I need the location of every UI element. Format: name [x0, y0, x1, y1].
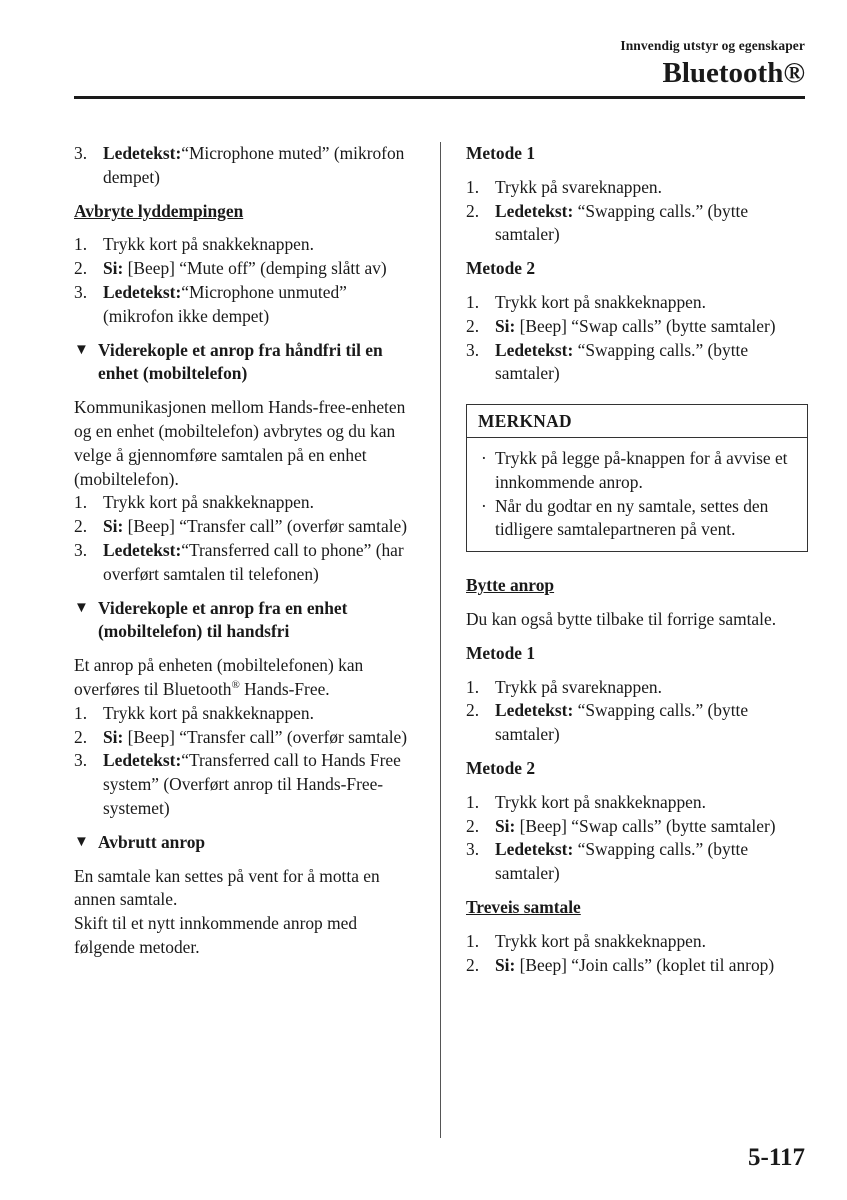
- list-number: 3.: [74, 539, 88, 560]
- triangle-bullet-icon: ▼: [74, 341, 89, 358]
- list-text-wrap: [103, 257, 420, 281]
- list-text-wrap: [495, 339, 808, 387]
- paragraph-text: Et anrop på enheten (mobiltelefonen) kan overføres til Bluetooth: [74, 655, 364, 699]
- list-text: [Beep] “Swap calls” (bytte samtaler): [515, 315, 776, 336]
- section-title: Viderekople et anrop fra håndfri til en enhet (mobiltelefon): [98, 339, 383, 384]
- list-number: 2.: [466, 700, 480, 721]
- list-text: Trykk kort på snakkeknappen.: [103, 702, 314, 723]
- method-2b-list: [466, 791, 808, 886]
- list-item: [466, 699, 808, 747]
- list-number: 3.: [74, 750, 88, 771]
- method-1-list: [466, 176, 808, 247]
- list-text-wrap: [495, 447, 797, 495]
- keyword: Si:: [495, 315, 516, 336]
- triangle-bullet-icon: ▼: [74, 599, 89, 616]
- list-number: 1.: [74, 492, 88, 513]
- list-text-wrap: [103, 515, 420, 539]
- left-column: [74, 142, 420, 960]
- keyword: Ledetekst:: [103, 750, 182, 771]
- list-text-wrap: [103, 491, 420, 515]
- list-number: 3.: [74, 143, 88, 163]
- list-text-wrap: [495, 791, 808, 815]
- list-text-wrap: [495, 838, 808, 886]
- transfer-to-phone-list: [74, 491, 420, 586]
- note-box: [466, 404, 808, 552]
- list-number: 1.: [74, 234, 88, 255]
- list-number: 2.: [466, 815, 480, 836]
- method-2-list: [466, 291, 808, 386]
- list-number: 3.: [74, 281, 88, 302]
- section-title: Avbrutt anrop: [98, 831, 206, 852]
- note-heading: MERKNAD: [467, 405, 807, 438]
- list-number: 3.: [466, 839, 480, 860]
- avbryte-list: [74, 233, 420, 328]
- list-text: [Beep] “Join calls” (koplet til anrop): [515, 954, 775, 975]
- subheading-bytte: Bytte anrop: [466, 575, 555, 596]
- list-text-wrap: [495, 200, 808, 248]
- list-item: [466, 815, 808, 839]
- list-text-wrap: [495, 954, 808, 978]
- subheading-avbryte: Avbryte lyddempingen: [74, 200, 244, 221]
- list-text: “Transferred call to Hands Free system” (Overført anrop til Hands-Free-systemet): [103, 750, 401, 818]
- list-text: “Microphone unmuted” (mikrofon ikke dempet): [103, 281, 347, 326]
- list-number: 1.: [466, 291, 480, 312]
- list-item: [466, 954, 808, 978]
- keyword: Ledetekst:: [103, 281, 182, 302]
- list-text-wrap: [495, 815, 808, 839]
- list-text: Trykk kort på snakkeknappen.: [103, 492, 314, 513]
- list-number: 3.: [466, 339, 480, 360]
- list-text-wrap: [495, 930, 808, 954]
- paragraph-text: Hands-Free.: [239, 678, 330, 699]
- list-number: 1.: [466, 791, 480, 812]
- keyword: Ledetekst:: [103, 143, 182, 163]
- list-item: [74, 491, 420, 515]
- paragraph: En samtale kan settes på vent for å motta en annen samtale.: [74, 865, 380, 910]
- section-heading-transfer-to-phone: [74, 339, 420, 387]
- triangle-bullet-icon: ▼: [74, 833, 89, 850]
- list-item: [466, 291, 808, 315]
- paragraph: [74, 654, 420, 702]
- paragraph: Skift til et nytt innkommende anrop med følgende metoder.: [74, 913, 358, 957]
- list-number: 1.: [466, 176, 480, 197]
- list-text: [Beep] “Swap calls” (bytte samtaler): [515, 815, 776, 836]
- list-text: [Beep] “Transfer call” (overfør samtale): [123, 726, 408, 747]
- list-text: “Swapping calls.” (bytte samtaler): [495, 200, 749, 245]
- list-item: [74, 233, 420, 257]
- section-heading-transfer-to-handsfree: [74, 597, 420, 645]
- list-text-wrap: [103, 233, 420, 257]
- list-text: “Microphone muted” (mikrofon dempet): [103, 143, 405, 187]
- list-item: [74, 257, 420, 281]
- method-heading: Metode 1: [466, 642, 536, 663]
- method-1b-list: [466, 676, 808, 747]
- subheading-treveis: Treveis samtale: [466, 896, 581, 917]
- list-text-wrap: [495, 315, 808, 339]
- list-text: “Swapping calls.” (bytte samtaler): [495, 339, 749, 384]
- page-title: Bluetooth®: [662, 57, 805, 89]
- list-text: “Transferred call to phone” (har overført samtalen til telefonen): [103, 539, 404, 584]
- keyword: Ledetekst:: [495, 339, 574, 360]
- list-number: 1.: [74, 702, 88, 723]
- list-text: “Swapping calls.” (bytte samtaler): [495, 700, 749, 745]
- list-item: [74, 702, 420, 726]
- list-number: 2.: [466, 200, 480, 221]
- list-item: [74, 539, 420, 587]
- list-item: [466, 676, 808, 700]
- list-item: [466, 930, 808, 954]
- list-number: 1.: [466, 676, 480, 697]
- right-column: [466, 142, 808, 977]
- list-text: Trykk kort på snakkeknappen.: [495, 930, 706, 951]
- header-rule: [74, 96, 805, 99]
- list-text-wrap: [103, 726, 420, 750]
- keyword: Si:: [495, 815, 516, 836]
- list-text-wrap: [495, 176, 808, 200]
- list-item: [466, 176, 808, 200]
- column-divider: [440, 142, 441, 1138]
- list-text-wrap: [103, 749, 420, 820]
- paragraph: Du kan også bytte tilbake til forrige samtale.: [466, 608, 777, 629]
- keyword: Ledetekst:: [495, 200, 574, 221]
- list-text: Når du godtar en ny samtale, settes den tidligere samtalepartneren på vent.: [495, 495, 769, 540]
- list-item: [481, 495, 797, 543]
- section-title: Viderekople et anrop fra en enhet (mobiltelefon) til handsfri: [98, 597, 348, 642]
- list-number: ·: [481, 447, 487, 468]
- list-number: 2.: [466, 954, 480, 975]
- list-text: Trykk kort på snakkeknappen.: [495, 791, 706, 812]
- list-text-wrap: [103, 281, 420, 329]
- method-heading: Metode 2: [466, 258, 536, 279]
- keyword: Si:: [103, 516, 124, 537]
- list-item: [74, 142, 420, 190]
- list-number: 2.: [74, 726, 88, 747]
- list-item: [466, 315, 808, 339]
- list-text: Trykk på legge på-knappen for å avvise et innkommende anrop.: [495, 447, 788, 492]
- list-text-wrap: [495, 291, 808, 315]
- list-item: [74, 515, 420, 539]
- list-number: 2.: [74, 258, 88, 279]
- list-item: [466, 200, 808, 248]
- note-list: [467, 438, 807, 551]
- paragraph: Kommunikasjonen mellom Hands-free-enheten og en enhet (mobiltelefon) avbrytes og du kan velge å gjennomføre samtalen på en enhet (mobiltelefon).: [74, 397, 406, 489]
- keyword: Ledetekst:: [495, 700, 574, 721]
- keyword: Si:: [495, 954, 516, 975]
- list-item: [74, 749, 420, 820]
- method-heading: Metode 1: [466, 143, 536, 163]
- list-text-wrap: [103, 702, 420, 726]
- registered-mark: ®: [231, 679, 240, 692]
- keyword: Si:: [103, 258, 124, 279]
- list-text: [Beep] “Mute off” (demping slått av): [123, 258, 387, 279]
- list-item: [74, 726, 420, 750]
- treveis-list: [466, 930, 808, 978]
- list-text-wrap: [495, 676, 808, 700]
- list-text: “Swapping calls.” (bytte samtaler): [495, 839, 749, 884]
- list-number: 2.: [466, 315, 480, 336]
- keyword: Ledetekst:: [103, 539, 182, 560]
- keyword: Si:: [103, 726, 124, 747]
- list-item: [466, 339, 808, 387]
- list-text-wrap: [495, 495, 797, 543]
- keyword: Ledetekst:: [495, 839, 574, 860]
- list-text: Trykk på svareknappen.: [495, 176, 662, 197]
- section-heading-call-waiting: [74, 831, 420, 855]
- list-text: [Beep] “Transfer call” (overfør samtale): [123, 516, 408, 537]
- list-text: Trykk kort på snakkeknappen.: [495, 291, 706, 312]
- list-text: Trykk kort på snakkeknappen.: [103, 234, 314, 255]
- list-item: [74, 281, 420, 329]
- list-number: 1.: [466, 930, 480, 951]
- list-item: [481, 447, 797, 495]
- list-text: Trykk på svareknappen.: [495, 676, 662, 697]
- list-text-wrap: [495, 699, 808, 747]
- list-number: ·: [481, 495, 487, 516]
- list-text-wrap: [103, 539, 420, 587]
- page-number: 5-117: [748, 1144, 805, 1171]
- method-heading: Metode 2: [466, 757, 536, 778]
- list-number: 2.: [74, 516, 88, 537]
- list-item: [466, 838, 808, 886]
- transfer-to-handsfree-list: [74, 702, 420, 821]
- chapter-heading: Innvendig utstyr og egenskaper: [620, 38, 805, 53]
- list-item: [466, 791, 808, 815]
